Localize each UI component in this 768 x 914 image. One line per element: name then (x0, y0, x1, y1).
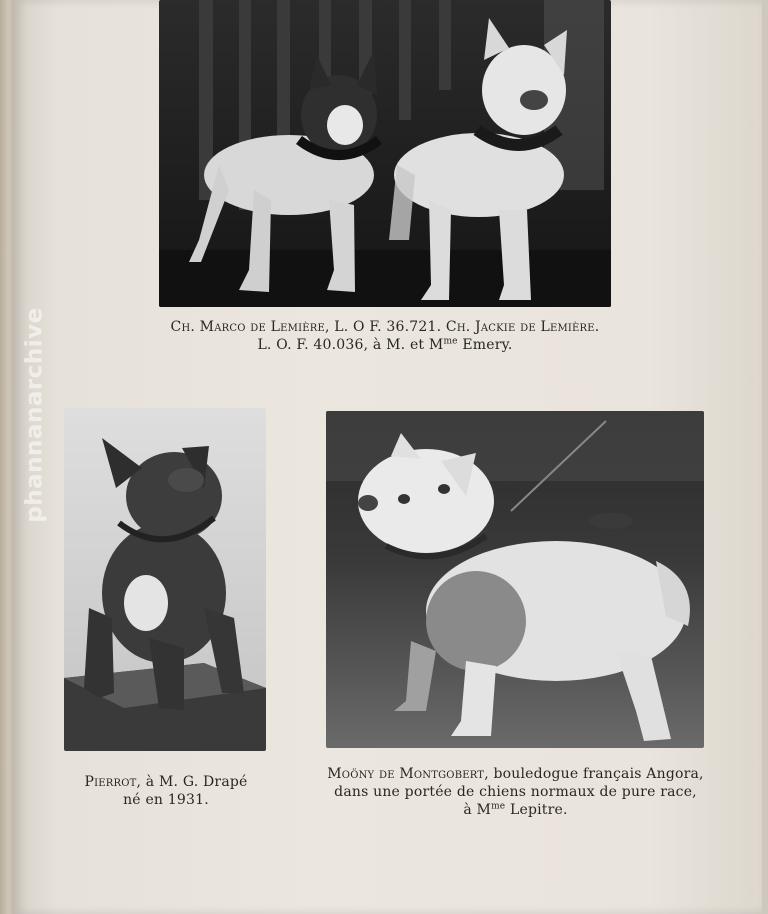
caption-top-line2-start: L. O. F. 40.036, à M. et M (257, 337, 444, 353)
caption-right-line1 (318, 765, 713, 783)
caption-right-line3-end: Lepitre. (505, 802, 568, 818)
caption-left-line1-rest: , à M. G. Drapé (136, 774, 248, 790)
caption-left (60, 773, 272, 809)
caption-right-name: Moöny de Montgobert (327, 766, 485, 782)
caption-top-line2-sup: me (443, 336, 458, 347)
caption-right-line3 (318, 801, 713, 819)
caption-top-reg1: , L. O F. 36.721. (324, 319, 446, 335)
caption-right (318, 765, 713, 819)
white-angora-bulldog-photo-icon (326, 411, 704, 748)
caption-right-line3-start: à M (463, 802, 492, 818)
caption-left-line2: né en 1931. (123, 792, 209, 808)
photo-bottom-right-moony (326, 411, 704, 748)
caption-right-line1-rest: , bouledogue français Angora, (484, 766, 704, 782)
photo-top-two-bulldogs (159, 0, 611, 307)
caption-top-line2-end: Emery. (457, 337, 513, 353)
caption-top-line1-end: . (594, 319, 600, 335)
photo-bottom-left-pierrot (64, 408, 266, 751)
two-bulldogs-photo-icon (159, 0, 611, 307)
caption-right-line2: dans une portée de chiens normaux de pure race, (334, 784, 697, 800)
caption-right-line3-sup: me (491, 801, 506, 812)
caption-top-name1: Ch. Marco de Lemière (170, 319, 325, 335)
watermark-text: phannanarchive (22, 307, 49, 523)
caption-left-line1 (60, 773, 272, 791)
watermark (10, 280, 60, 550)
brindle-bulldog-photo-icon (64, 408, 266, 751)
caption-left-name: Pierrot (84, 774, 137, 790)
caption-top-line1 (140, 318, 630, 336)
caption-top-name2: Ch. Jackie de Lemière (445, 319, 595, 335)
caption-top-line2 (140, 336, 630, 354)
caption-top (140, 318, 630, 354)
